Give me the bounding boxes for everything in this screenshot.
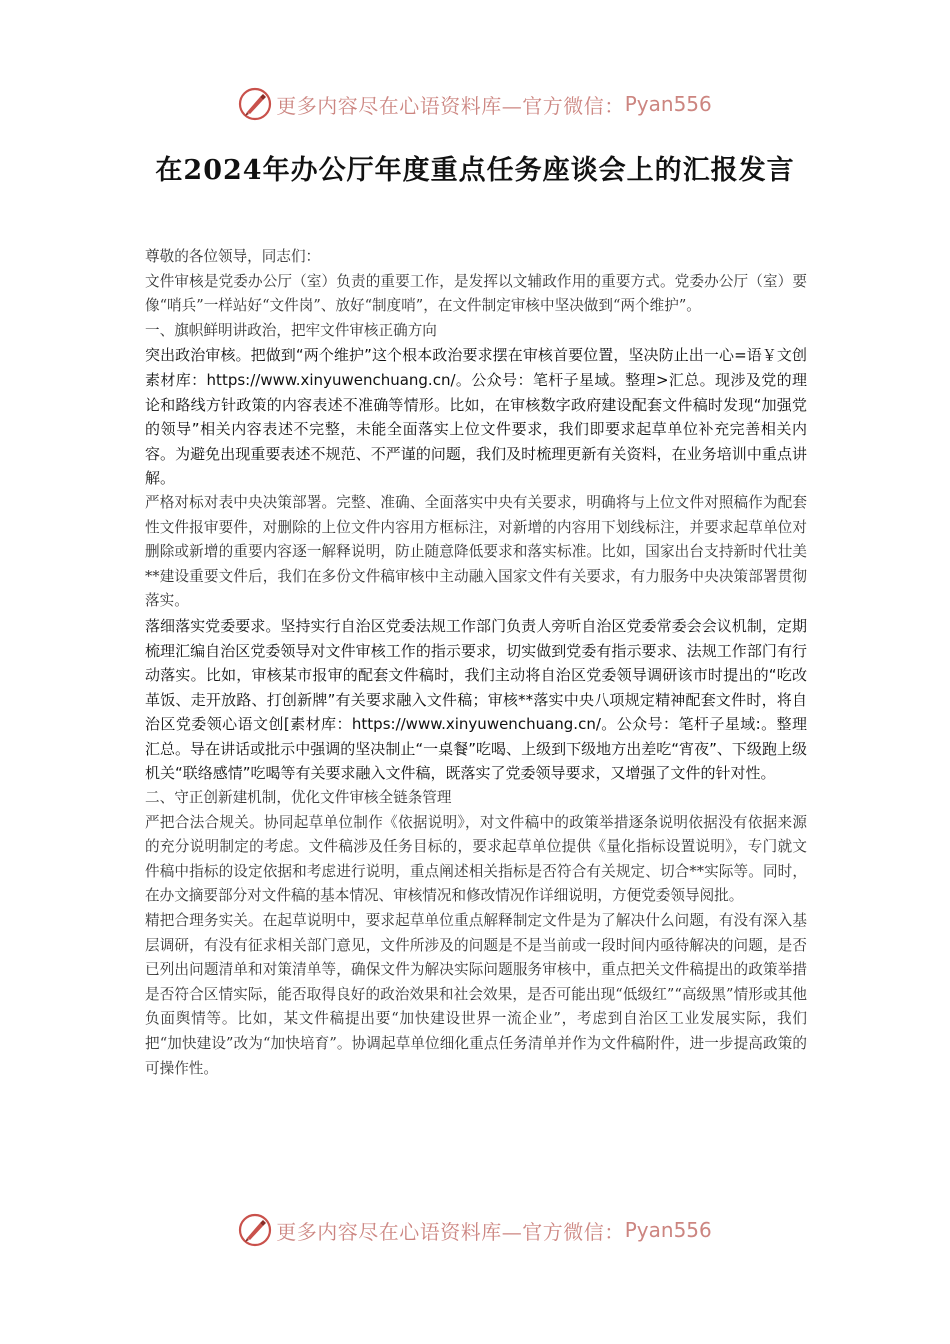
document-title: 在2024年办公厅年度重点任务座谈会上的汇报发言 — [155, 155, 795, 186]
paragraph-practicality: 精把合理务实关。在起草说明中，要求起草单位重点解释制定文件是为了解决什么问题，有没有深入基层调研，有没有征求相关部门意见，文件所涉及的问题是不是当前或一段时间内亟待解决的问题，是否已列出问题清单和对策清单等，确保文件为解决实际问题服务审核中，重点把关文件稿提出的政策举措是否符合区情实际，能否取得良好的政治效果和社会效果，是否可能出现“低级红”“高级黑”情形或其他负面舆情等。比如，某文件稿提出要“加快建设世界一流企业”，考虑到自治区工业发展实际，我们把“加快建设”改为“加快培育”。协调起草单位细化重点任务清单并作为文件稿附件，进一步提高政策的可操作性。 — [145, 912, 807, 1077]
paragraph-central-decisions: 严格对标对表中央决策部署。完整、准确、全面落实中央有关要求，明确将与上位文件对照稿作为配套性文件报审要件，对删除的上位文件内容用方框标注，对新增的内容用下划线标注，并要求起草单位对删除或新增的重要内容逐一解释说明，防止随意降低要求和落实标准。比如，国家出台支持新时代壮美**建设重要文件后，我们在多份文件稿审核中主动融入国家文件有关要求，有力服务中央决策部署贯彻落实。 — [145, 493, 807, 610]
section-heading-2: 二、守正创新建机制，优化文件审核全链条管理 — [145, 789, 452, 807]
intro-paragraph: 文件审核是党委办公厅（室）负责的重要工作，是发挥以文辅政作用的重要方式。党委办公厅（室）要像“哨兵”一样站好“文件岗”、放好“制度哨”，在文件制定审核中坚决做到“两个维护”。 — [145, 272, 807, 315]
footer-watermark-banner — [0, 1210, 950, 1250]
banner-wechat-id: Pyan556 — [624, 92, 712, 116]
salutation: 尊敬的各位领导，同志们： — [145, 248, 321, 265]
paragraph-legal-compliance: 严把合法合规关。协同起草单位制作《依据说明》，对文件稿中的政策举措逐条说明依据没有依据来源的充分说明制定的考虑。文件稿涉及任务目标的，要求起草单位提供《量化指标设置说明》，专门就文件稿中指标的设定依据和考虑进行说明，重点阐述相关指标是否符合有关规定、切合**实际等。同时，在办文摘要部分对文件稿的基本情况、审核情况和修改情况作详细说明，方便党委领导阅批。 — [145, 813, 807, 905]
pen-logo-icon — [238, 87, 272, 121]
header-watermark-banner — [0, 84, 950, 124]
banner-text: 更多内容尽在心语资料库—官方微信： — [276, 1219, 625, 1244]
document-body — [145, 245, 807, 1081]
pen-logo-icon — [238, 1213, 272, 1247]
banner-text: 更多内容尽在心语资料库—官方微信： — [276, 93, 625, 118]
paragraph-party-requirements: 落细落实党委要求。坚持实行自治区党委法规工作部门负责人旁听自治区党委常委会会议机制，定期梳理汇编自治区党委领导对文件审核工作的指示要求，切实做到党委有指示要求、法规工作部门有行动落实。比如，审核某市报审的配套文件稿时，我们主动将自治区党委领导调研该市时提出的“吃改革饭、走开放路、打创新牌”有关要求融入文件稿；审核**落实中央八项规定精神配套文件时，将自治区党委领心语文创[素材库：https://www.xinyuwenchuang.cn/。公众号：笔杆子星域:。整理汇总。导在讲话或批示中强调的坚决制止“一桌餐”吃喝、上级到下级地方出差吃“宵夜”、下级跑上级机关“联络感情”吃喝等有关要求融入文件稿，既落实了党委领导要求，又增强了文件的针对性。 — [145, 616, 807, 783]
banner-wechat-id: Pyan556 — [624, 1218, 712, 1242]
section-heading-1: 一、旗帜鲜明讲政治，把牢文件审核正确方向 — [145, 321, 437, 339]
paragraph-political-review: 突出政治审核。把做到“两个维护”这个根本政治要求摆在审核首要位置，坚决防止出一心=语￥文创素材库：https://www.xinyuwenchuang.cn/。公众号：笔杆子星域。整理>汇总。现涉及党的理论和路线方针政策的内容表述不准确等情形。比如，在审核数字政府建设配套文件稿时发现“加强党的领导”相关内容表述不完整，未能全面落实上位文件要求，我们即要求起草单位补充完善相关内容。为避免出现重要表述不规范、不严谨的问题，我们及时梳理更新有关资料，在业务培训中重点讲解。 — [145, 346, 807, 488]
